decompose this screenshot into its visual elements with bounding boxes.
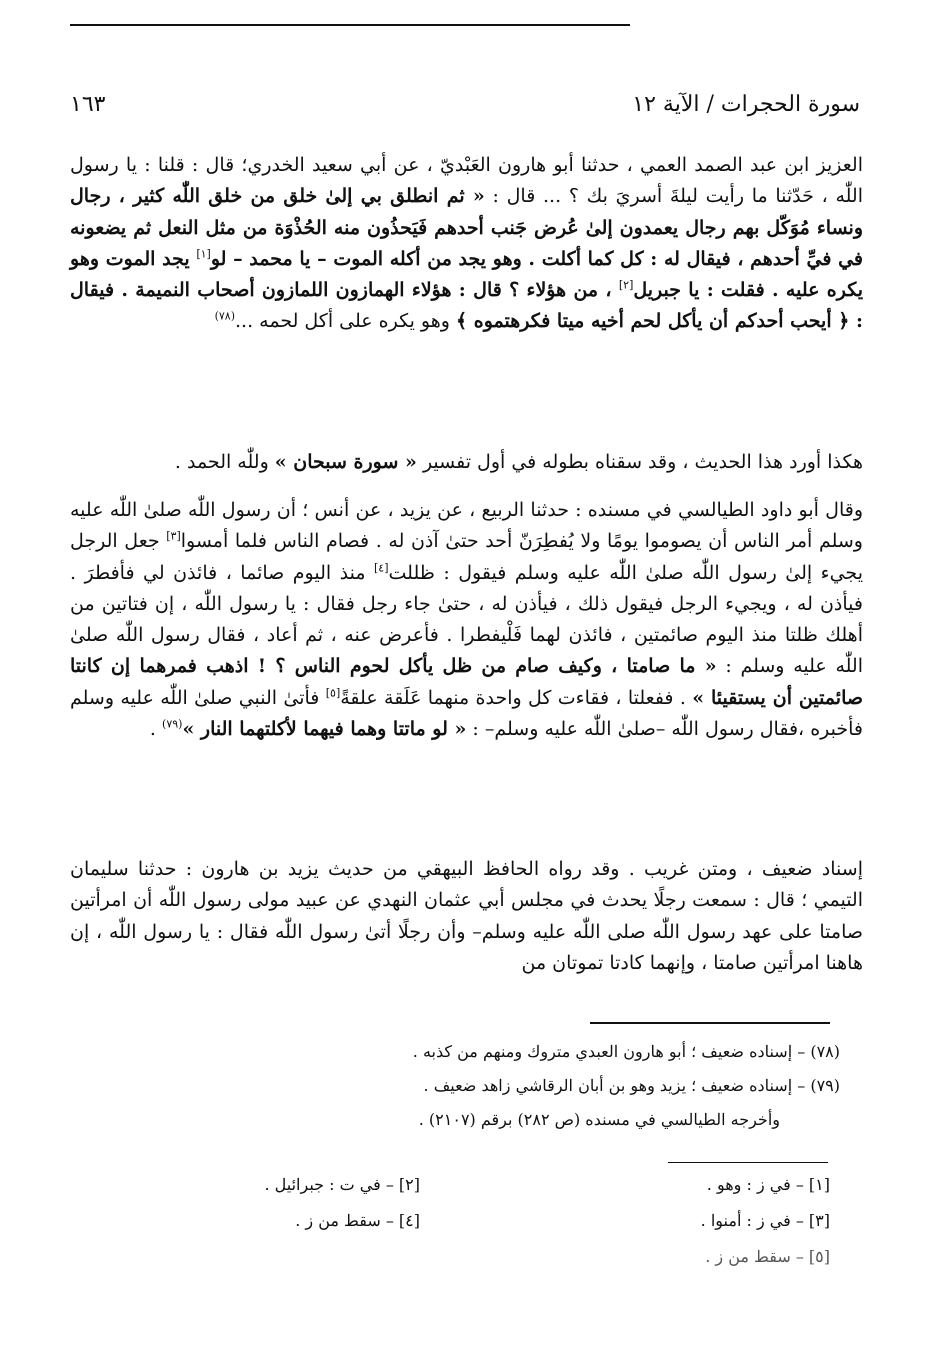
bold-text-run: « سورة سبحان » [274, 451, 417, 473]
text-run: وهو يكره على أكل لحمه ... [235, 310, 456, 333]
footnotes [190, 1035, 840, 1137]
reference-marker: [٤] [374, 561, 389, 575]
reference-marker: [٣] [166, 529, 181, 543]
paragraph-commentary [70, 447, 863, 478]
variant-note-3: [٣] – في ز : أمنوا . [700, 1211, 830, 1230]
text-run: إسناد ضعيف ، ومتن غريب . وقد رواه الحافظ البيهقي من حديث يزيد بن هارون : حدثنا سليمان التيمي ؛ قال : سمعت رجلًا يحدث في مجلس أبي عثمان النهدي عن عبيد مولى رسول اللّٰه أن امرأتين صامتا على عهد رسول اللّٰه صلى اللّٰه عليه وسلم– وأن رجلًا أتىٰ رسول اللّٰه فقال : يا رسول اللّٰه ، إن هاهنا امرأتين صامتا ، وإنهما كادتا تموتان من [70, 858, 863, 974]
footnote-78: (٧٨) – إسناده ضعيف ؛ أبو هارون العبدي متروك ومنهم من كذبه . [412, 1042, 840, 1061]
variant-note-4: [٤] – سقط من ز . [295, 1211, 420, 1230]
text-run: وللّٰه الحمد . [174, 451, 275, 473]
text-run: منذ اليوم صائما ، فائذن لي فأفطرَ . فيأذن له ، ويجيء الرجل فيقول ذلك ، فيأذن له ، حتىٰ جاء رجل فقال : يا رسول اللّٰه ، إن فتاتين من أهلك ظلتا منذ اليوم صائمتين ، فائذن لهما فَلْيفطرا . فأعرض عنه ، ثم أعاد ، فقال رسول اللّٰه صلىٰ اللّٰه عليه وسلم : [70, 561, 863, 678]
bold-text-run: « ما صامتا ، وكيف صام من ظل يأكل لحوم الناس ؟ ! اذهب فمرهما إن كانتا صائمتين أن يستقيئا » [70, 655, 864, 709]
text-run: جعل الرجل يجيء إلىٰ رسول اللّٰه صلىٰ اللّٰه عليه وسلم فيقول : ظللت [70, 530, 863, 584]
footnote-separator [590, 1022, 830, 1024]
reference-marker: (٧٨) [214, 310, 235, 324]
bold-text-run: يجد الموت وهو يكره عليه . فقلت : يا جبريل [70, 247, 863, 302]
variant-note-5: [٥] – سقط من ز . [705, 1247, 830, 1266]
paragraph-isnad [70, 854, 863, 979]
text-run: وقال أبو داود الطيالسي في مسنده : حدثنا الربيع ، عن يزيد ، عن أنس ؛ أن رسول اللّٰه صلىٰ اللّٰه عليه وسلم أمر الناس أن يصوموا يومًا ولا يُفطِرَنّ أحد حتىٰ آذن له . فصام الناس فلما أمسوا [70, 499, 863, 553]
surah-title: سورة الحجرات / الآية ١٢ [632, 92, 860, 117]
text-run: . [149, 718, 163, 741]
variant-note-1: [١] – في ز : وهو . [706, 1175, 830, 1194]
paragraph-tayalisi-hadith [70, 495, 863, 745]
reference-marker: (٧٩) [162, 717, 183, 731]
page-header [70, 92, 860, 126]
bold-text-run: « لو ماتتا وهما فيهما لأكلتهما النار » [182, 718, 467, 741]
footnote-79: (٧٩) – إسناده ضعيف ؛ يزيد وهو بن أبان الرقاشي زاهد ضعيف . [423, 1076, 840, 1095]
header-rule [70, 24, 630, 26]
page-number: ١٦٣ [70, 92, 106, 117]
reference-marker: [١] [196, 247, 211, 261]
text-run: . ففعلتا ، فقاءت كل واحدة منهما عَلَقة علقةً [340, 686, 693, 709]
text-run: فأتىٰ النبي صلىٰ اللّٰه عليه وسلم فأخبره ،فقال رسول اللّٰه –صلىٰ اللّٰه عليه وسلم– : [70, 686, 863, 741]
reference-marker: [٥] [325, 686, 341, 700]
bold-text-run: ، من هؤلاء ؟ قال : هؤلاء الهمازون اللمازون أصحاب النميمة . فيقال : ﴿ أيحب أحدكم أن يأكل لحم أخيه ميتا فكرهتموه ﴾ [70, 279, 863, 333]
bold-text-run: « ثم انطلق بي إلىٰ خلق من خلق اللّٰه كثير ، رجال ونساء مُوَكّل بهم رجال يعمدون إلىٰ عُرض جَنب أحدهم فَيَحذُون منه الحُذْوَة من مثل النعل ثم يضعونه في فيِّ أحدهم ، فيقال له : كل كما أكلت . وهو يجد من أكله الموت – يا محمد – لو [70, 185, 863, 270]
reference-marker: [٢] [618, 278, 634, 292]
text-run: هكذا أورد هذا الحديث ، وقد سقناه بطوله في أول تفسير [416, 451, 863, 473]
text-run: العزيز ابن عبد الصمد العمي ، حدثنا أبو هارون العَبْديّ ، عن أبي سعيد الخدري؛ قال : قلنا : يا رسول اللّٰه ، حَدّثنا ما رأيت ليلةَ أسريَ بك ؟ ... قال : [70, 154, 863, 208]
variant-note-2: [٢] – في ت : جبرائيل . [264, 1175, 420, 1194]
paragraph-hadith-isra [70, 150, 863, 338]
footnote-79-continuation: وأخرجه الطيالسي في مسنده (ص ٢٨٢) برقم (٢١٠٧) . [418, 1110, 780, 1129]
variants-separator [668, 1162, 828, 1163]
manuscript-variants [180, 1175, 830, 1285]
